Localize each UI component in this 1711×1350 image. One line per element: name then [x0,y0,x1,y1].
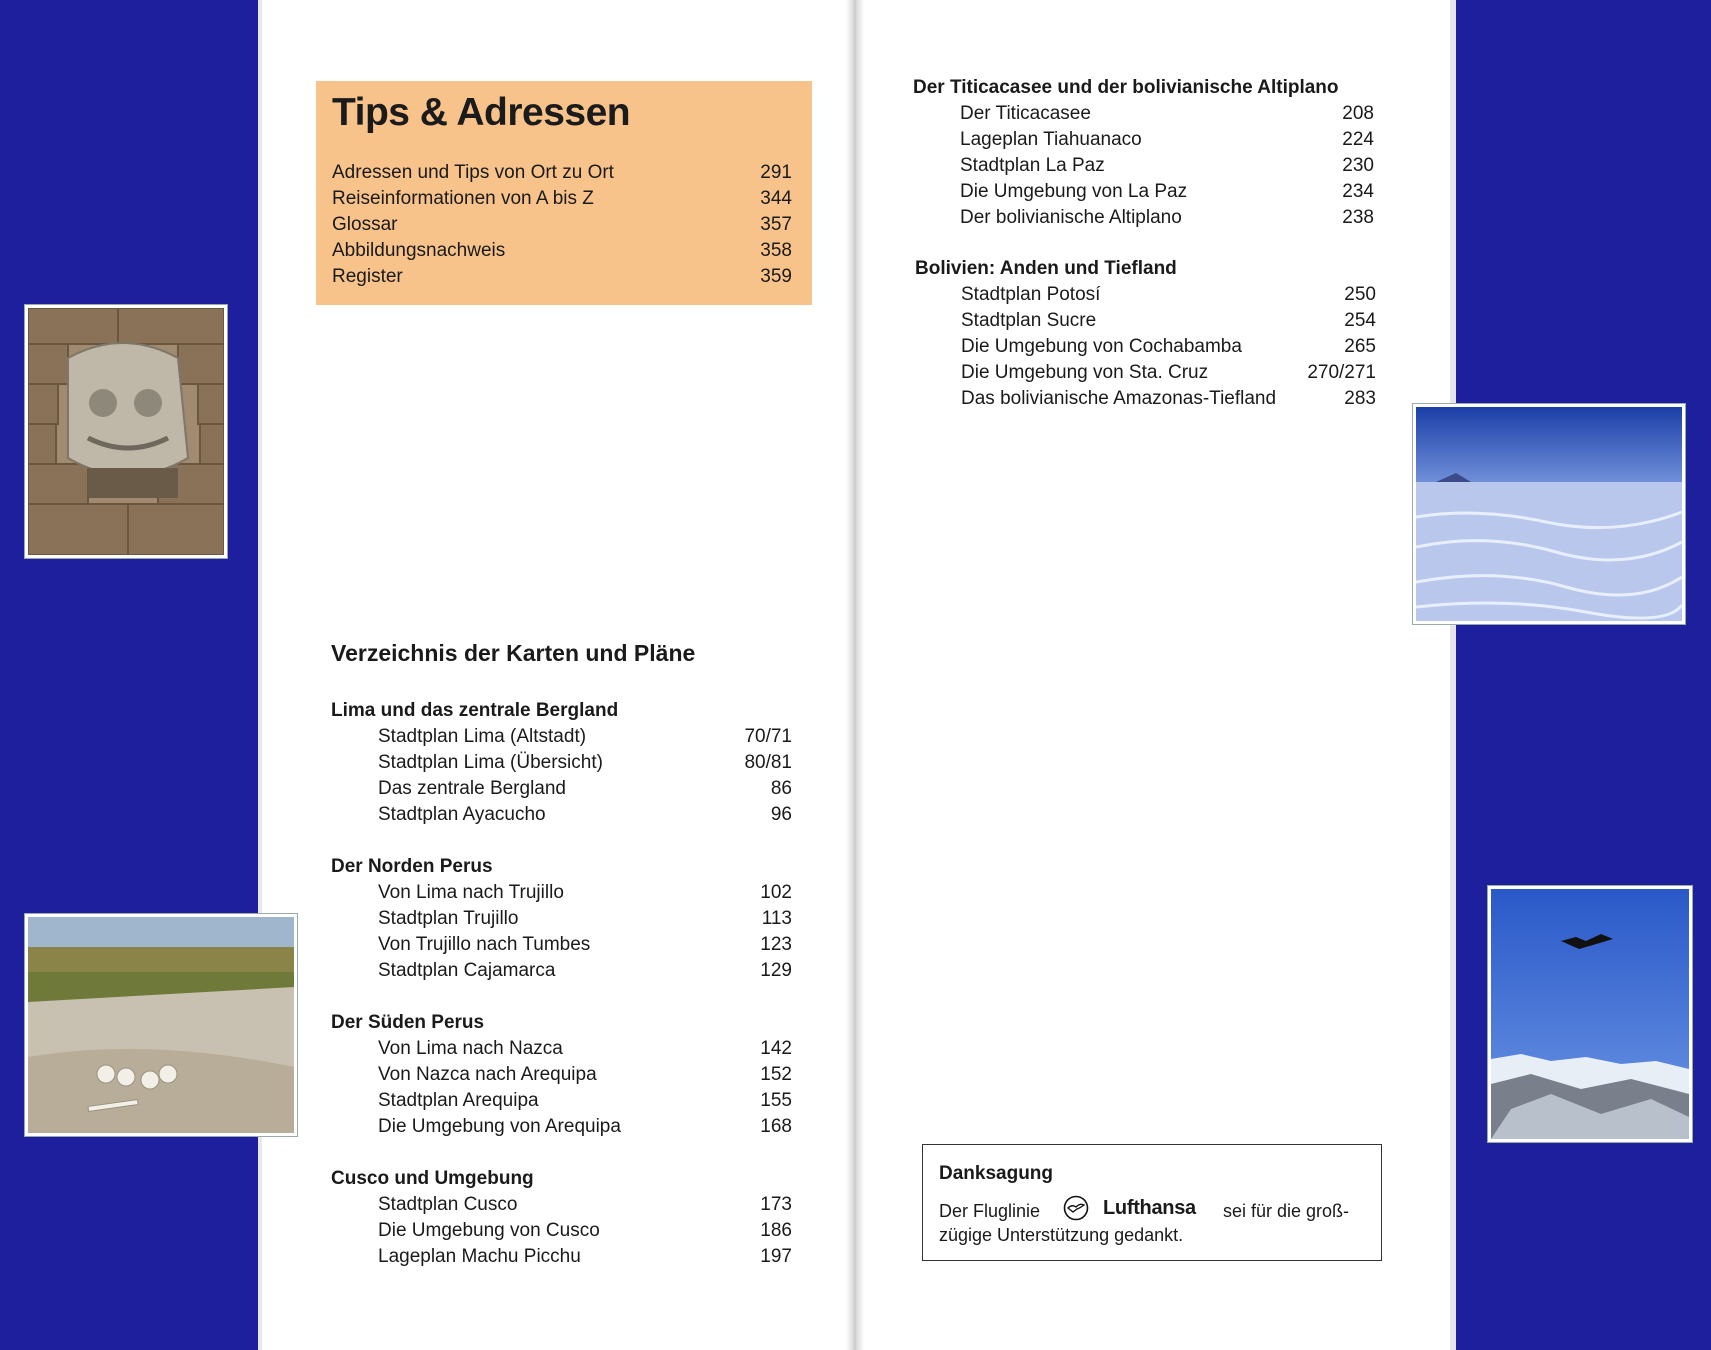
map-entry [378,1220,792,1246]
map-entry-page: 254 [1344,310,1376,331]
map-entry [960,207,1374,233]
toc-entry-page: 357 [760,214,792,235]
map-entry-label: Stadtplan Lima (Übersicht) [378,752,603,773]
map-entry [960,155,1374,181]
desert-skulls-photo [25,914,297,1136]
section-heading: Bolivien: Anden und Tiefland [915,258,1177,279]
map-entry-page: 152 [760,1064,792,1085]
page-edge [258,0,262,1350]
map-entry [960,181,1374,207]
map-entry [378,1090,792,1116]
section-heading: Der Titicacasee und der bolivianische Altiplano [913,77,1339,98]
toc-entry-page: 359 [760,266,792,287]
map-entry-page: 142 [760,1038,792,1059]
acknowledgement-text: Der Fluglinie [939,1201,1041,1221]
section-heading: Lima und das zentrale Bergland [331,700,619,721]
map-entry-page: 80/81 [744,752,792,773]
toc-entry-label: Register [332,266,403,287]
toc-entry-label: Glossar [332,214,398,235]
map-entry-label: Lageplan Tiahuanaco [960,129,1142,150]
map-entry-label: Die Umgebung von Sta. Cruz [961,362,1209,383]
left-blue-band [0,0,260,1350]
toc-entry-label: Adressen und Tips von Ort zu Ort [332,162,614,183]
map-entry-label: Von Lima nach Nazca [378,1038,563,1059]
map-entry [960,103,1374,129]
map-entry-label: Von Nazca nach Arequipa [378,1064,597,1085]
map-entry-label: Stadtplan Trujillo [378,908,519,929]
salt-flat-photo [1413,404,1685,624]
map-entry-page: 96 [770,804,792,825]
map-entry-label: Stadtplan Cusco [378,1194,518,1215]
page-edge [1450,0,1456,1350]
toc-entry-page: 344 [760,188,792,209]
map-entry-page: 270/271 [1307,362,1376,383]
map-entry-label: Das bolivianische Amazonas-Tiefland [961,388,1277,409]
acknowledgement-text: zügige Unterstützung gedankt. [939,1225,1184,1245]
map-entry-label: Die Umgebung von Cusco [378,1220,600,1241]
map-entry-page: 113 [761,908,792,929]
map-entry [378,804,792,830]
map-entry-label: Die Umgebung von Cochabamba [961,336,1242,357]
condor-mountains-photo [1488,886,1692,1142]
map-entry-page: 123 [760,934,792,955]
section-heading: Cusco und Umgebung [331,1168,534,1189]
map-entry [378,778,792,804]
map-entry-label: Die Umgebung von Arequipa [378,1116,621,1137]
toc-entry-page: 358 [760,240,792,261]
map-entry-page: 208 [1342,103,1374,124]
acknowledgement-box [922,1144,1382,1261]
map-entry-label: Lageplan Machu Picchu [378,1246,581,1267]
map-entry-page: 102 [760,882,792,903]
map-entry [378,960,792,986]
airline-brand: Lufthansa [1103,1197,1196,1219]
map-entry [378,752,792,778]
map-entry [961,336,1376,362]
map-entry-page: 129 [760,960,792,981]
map-entry [961,310,1376,336]
map-entry-label: Das zentrale Bergland [378,778,566,799]
acknowledgement-title: Danksagung [939,1163,1054,1184]
map-entry-page: 197 [760,1246,792,1267]
right-blue-band [1455,0,1711,1350]
map-entry [378,1038,792,1064]
map-entry-page: 168 [760,1116,792,1137]
toc-entry [332,266,792,292]
map-entry-page: 250 [1344,284,1376,305]
map-entry-label: Die Umgebung von La Paz [960,181,1188,202]
map-entry [378,1116,792,1142]
map-entry-label: Stadtplan La Paz [960,155,1105,176]
stone-head-photo [25,305,227,558]
map-entry-page: 86 [770,778,792,799]
map-entry [378,1064,792,1090]
book-gutter [846,0,864,1350]
toc-entry-label: Abbildungsnachweis [332,240,506,261]
map-entry-page: 238 [1342,207,1374,228]
tips-title: Tips & Adressen [332,91,631,134]
map-entry-label: Stadtplan Cajamarca [378,960,556,981]
map-entry [960,129,1374,155]
map-entry-page: 230 [1342,155,1374,176]
map-entry-label: Der bolivianische Altiplano [960,207,1182,228]
map-entry-label: Von Trujillo nach Tumbes [378,934,591,955]
toc-entry [332,188,792,214]
map-entry-label: Stadtplan Ayacucho [378,804,546,825]
map-entry-page: 173 [760,1194,792,1215]
maps-title: Verzeichnis der Karten und Pläne [331,640,696,666]
section-heading: Der Süden Perus [331,1012,485,1033]
map-entry-label: Von Lima nach Trujillo [378,882,564,903]
map-entry [961,388,1376,414]
toc-entry-page: 291 [760,162,792,183]
map-entry [378,934,792,960]
map-entry [961,284,1376,310]
map-entry-page: 224 [1342,129,1374,150]
tips-box [316,81,812,305]
map-entry [378,1246,792,1272]
map-entry-label: Stadtplan Lima (Altstadt) [378,726,587,747]
toc-entry [332,162,792,188]
toc-entry [332,214,792,240]
map-entry [961,362,1376,388]
map-entry-page: 234 [1342,181,1374,202]
map-entry-label: Der Titicacasee [960,103,1091,124]
map-entry-page: 155 [760,1090,792,1111]
toc-entry-label: Reiseinformationen von A bis Z [332,188,594,209]
map-entry-page: 265 [1344,336,1376,357]
map-entry [378,908,792,934]
section-heading: Der Norden Perus [331,856,493,877]
acknowledgement-text: sei für die groß- [1223,1201,1350,1221]
toc-entry [332,240,792,266]
map-entry [378,1194,792,1220]
map-entry-label: Stadtplan Arequipa [378,1090,539,1111]
map-entry [378,882,792,908]
map-entry [378,726,792,752]
lufthansa-crane-icon [1063,1195,1089,1221]
map-entry-page: 186 [760,1220,792,1241]
map-entry-page: 283 [1344,388,1376,409]
map-entry-page: 70/71 [744,726,792,747]
map-entry-label: Stadtplan Sucre [961,310,1097,331]
map-entry-label: Stadtplan Potosí [961,284,1101,305]
